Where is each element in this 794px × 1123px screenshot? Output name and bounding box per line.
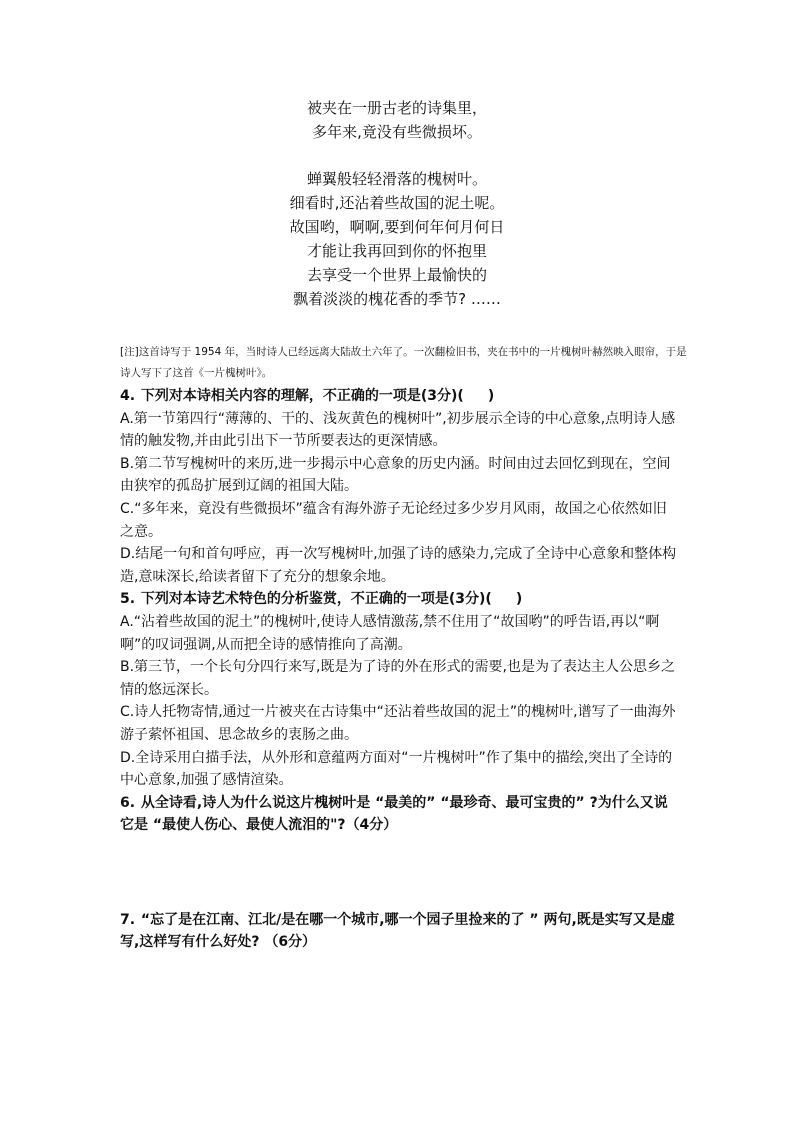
answer-space xyxy=(120,837,680,887)
question-number: 7. xyxy=(120,911,136,928)
option-d: D.结尾一句和首句呼应，再一次写槐树叶,加强了诗的感染力,完成了全诗中心意象和整体构造,意味深长,给读者留下了充分的想象余地。 xyxy=(120,546,677,585)
poem-line: 蝉翼般轻轻滑落的槐树叶。 xyxy=(306,170,487,188)
option-a: A.第一节第四行“薄薄的、干的、浅灰黄色的槐树叶”,初步展示全诗的中心意象,点明诗人感情的触发物,并由此引出下一节所要表达的更深情感。 xyxy=(120,410,676,450)
question-text: “忘了是在江南、江北/是在哪一个城市,哪一个园子里捡来的了 ” 两句,既是实写又是虚写,这样写有什么好处? （6分） xyxy=(120,911,675,951)
bracket-close: ) xyxy=(487,388,495,404)
poem xyxy=(200,96,594,311)
question-number: 5. xyxy=(120,591,136,608)
poem-line: 飘着淡淡的槐花香的季节? …… xyxy=(293,290,501,308)
question-text: 下列对本诗艺术特色的分析鉴赏，不正确的一项是(3分)( xyxy=(140,591,492,608)
option-c: C.诗人托物寄情,通过一片被夹在古诗集中“还沾着些故国的泥土”的槐树叶,谱写了一曲海外游子萦怀祖国、思念故乡的衷肠之曲。 xyxy=(120,704,676,743)
question-number: 4. xyxy=(120,388,136,404)
stanza-gap xyxy=(200,144,594,167)
question-6 xyxy=(120,792,680,837)
bracket-close: ) xyxy=(515,591,523,608)
question-text: 从全诗看,诗人为什么说这片槐树叶是 “最美的” “最珍奇、最可宝贵的” ?为什么又说它是 “最使人伤心、最使人流泪的"?（4分） xyxy=(120,794,668,834)
poem-note: [注]这首诗写于 1954 年，当时诗人已经远离大陆故土六年了。一次翻检旧书，夹在书中的一片槐树叶赫然映入眼帘，于是诗人写下了这首《一片槐树叶》。 xyxy=(120,346,687,379)
question-4-title xyxy=(120,385,680,408)
answer-space xyxy=(120,887,680,909)
poem-line: 多年来,竟没有些微损坏。 xyxy=(312,123,482,141)
question-7 xyxy=(120,909,680,954)
option-b: B.第二节写槐树叶的来历,进一步揭示中心意象的历史内涵。时间由过去回忆到现在，空间由狭窄的孤岛扩展到辽阔的祖国大陆。 xyxy=(120,455,671,495)
poem-line: 去享受一个世界上最愉快的 xyxy=(306,266,487,284)
poem-line: 才能让我再回到你的怀抱里 xyxy=(306,242,487,260)
question-number: 6. xyxy=(120,794,136,811)
question-text: 下列对本诗相关内容的理解，不正确的一项是(3分)( xyxy=(140,388,464,404)
option-c: C.“多年来，竟没有些微损坏”蕴含有海外游子无论经过多少岁月风雨，故国之心依然如旧之意。 xyxy=(120,500,667,540)
questions xyxy=(120,385,680,954)
question-5-title xyxy=(120,588,680,611)
poem-line: 细看时,还沾着些故国的泥土呢。 xyxy=(289,194,505,212)
poem-line: 故国哟，啊啊,要到何年何月何日 xyxy=(289,218,505,236)
poem-line: 被夹在一册古老的诗集里， xyxy=(306,99,487,117)
option-a: A.“沾着些故国的泥土”的槐树叶,使诗人感情激荡,禁不住用了“故国哟”的呼告语,再以“啊啊”的叹词强调,从而把全诗的感情推向了高潮。 xyxy=(120,613,660,653)
option-d: D.全诗采用白描手法，从外形和意蕴两方面对“一片槐树叶”作了集中的描绘,突出了全诗的中心意象,加强了感情渲染。 xyxy=(120,749,673,789)
option-b: B.第三节，一个长句分四行来写,既是为了诗的外在形式的需要,也是为了表达主人公思乡之情的悠远深长。 xyxy=(120,659,675,698)
